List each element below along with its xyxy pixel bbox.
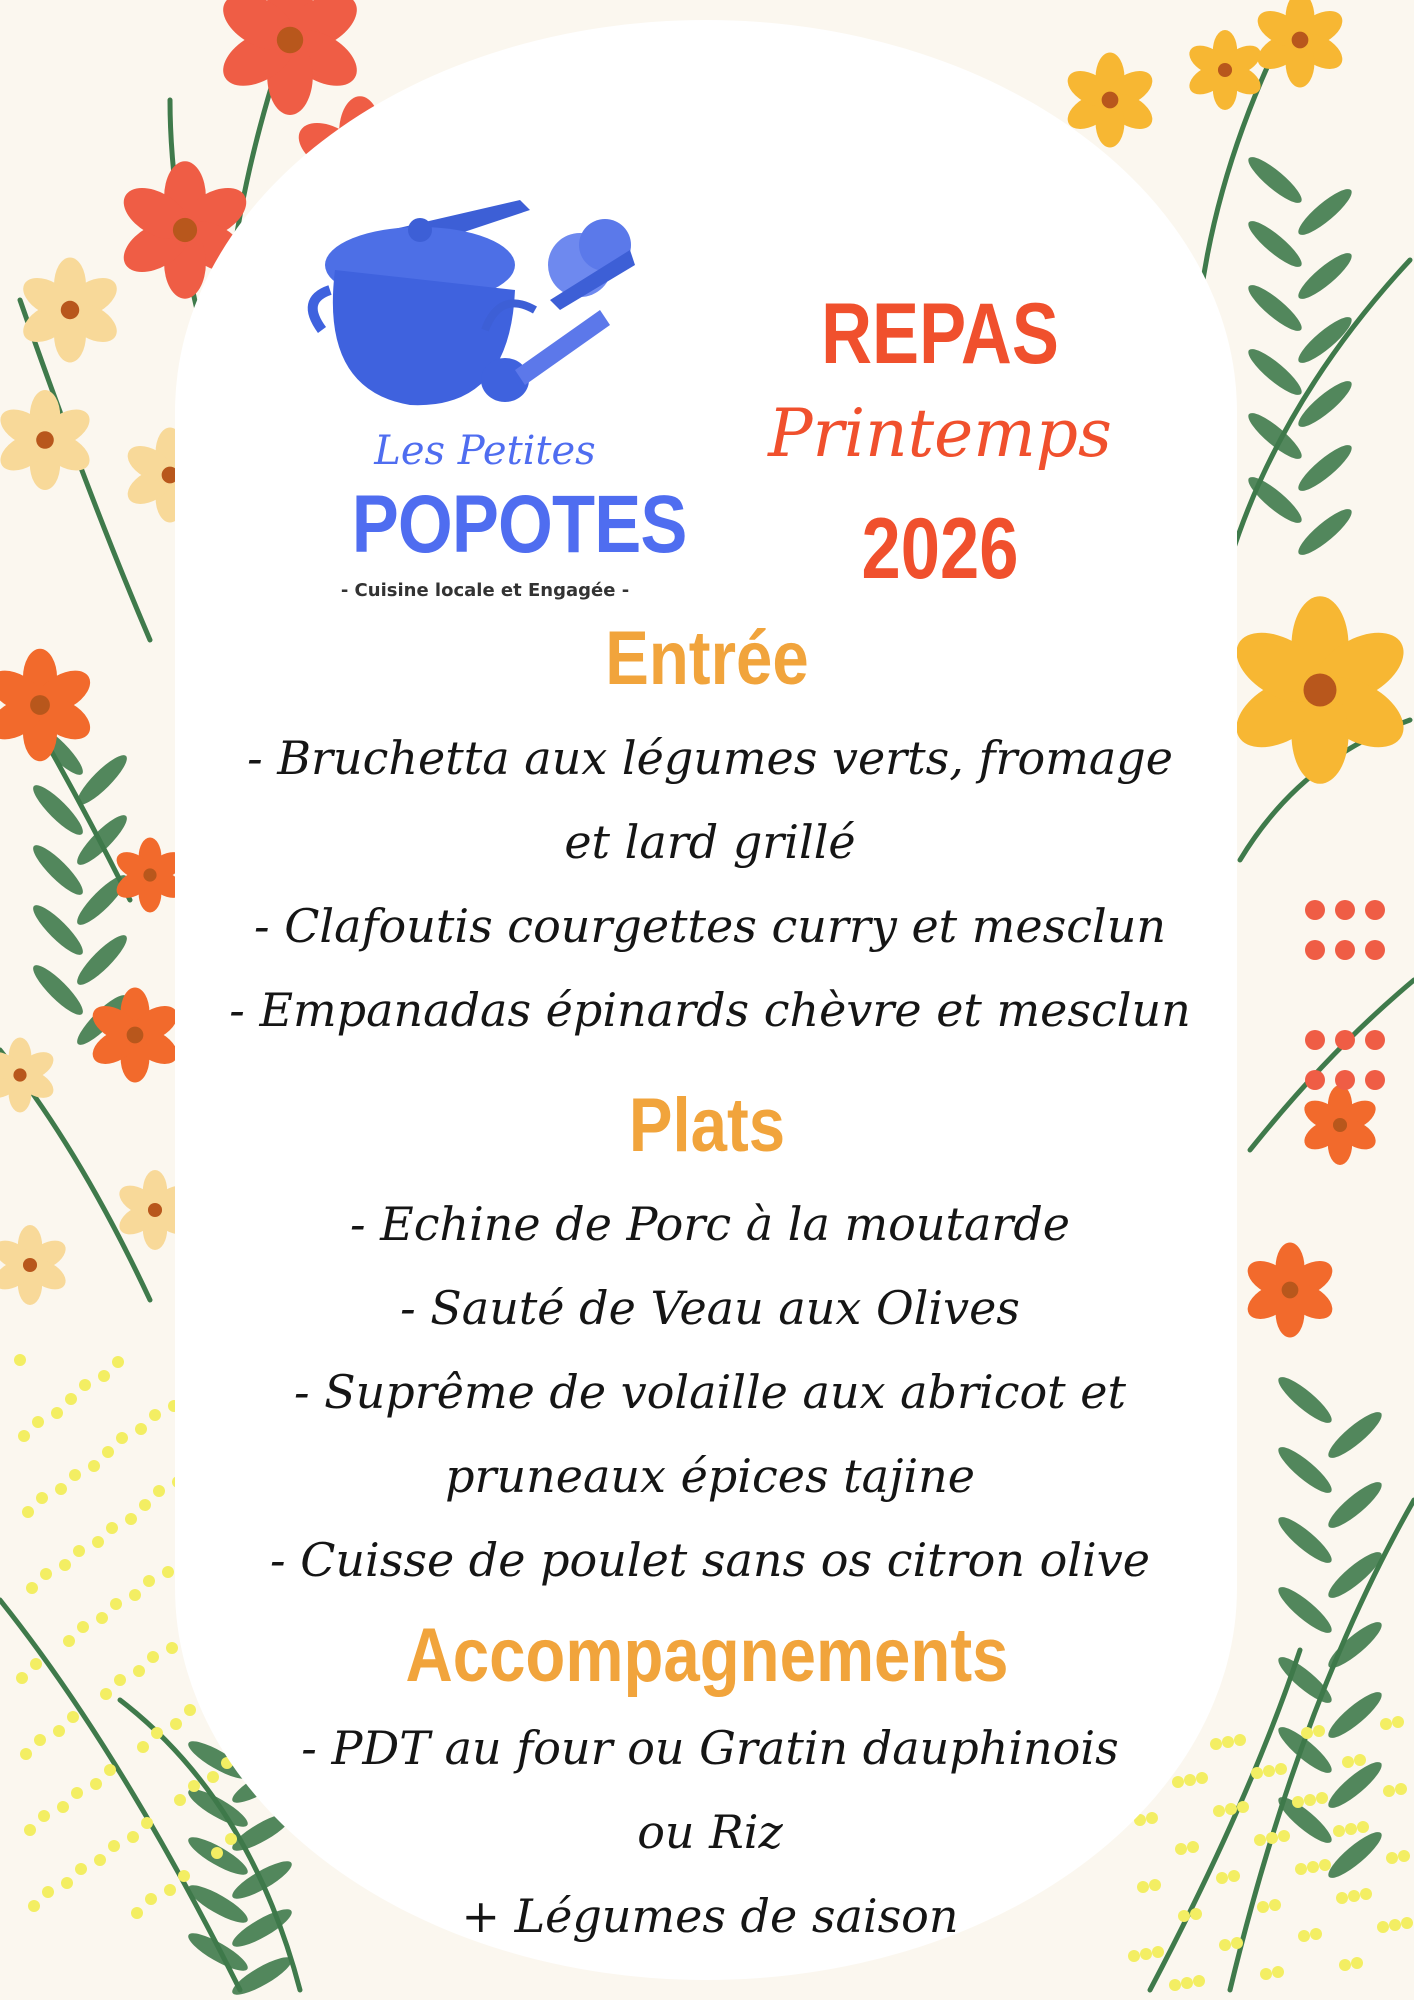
mimosa-dot — [174, 1794, 186, 1806]
mimosa-dot — [1339, 1959, 1351, 1971]
mimosa-dot — [1335, 940, 1355, 960]
mimosa-dot — [102, 1446, 114, 1458]
mimosa-dot — [14, 1354, 26, 1366]
mimosa-dot — [61, 1877, 73, 1889]
mimosa-dot — [188, 1780, 200, 1792]
list-item: - Cuisse de poulet sans os citron olive — [270, 1533, 1150, 1587]
mimosa-dot — [145, 1893, 157, 1905]
leaf — [1323, 1826, 1387, 1883]
mimosa-dot — [1304, 1794, 1316, 1806]
mimosa-dot — [1383, 1785, 1395, 1797]
leaf — [1243, 343, 1307, 400]
leaf — [1273, 1511, 1337, 1568]
orange-flower — [1242, 1243, 1339, 1338]
leaf — [1293, 503, 1357, 560]
list-item: + Légumes de saison — [461, 1889, 959, 1943]
mimosa-dot — [1305, 940, 1325, 960]
mimosa-dot — [75, 1863, 87, 1875]
list-item: - Clafoutis courgettes curry et mesclun — [254, 899, 1166, 953]
mimosa-dot — [106, 1522, 118, 1534]
mimosa-dot — [1333, 1825, 1345, 1837]
mimosa-dot — [1377, 1921, 1389, 1933]
daisy-flower — [17, 258, 124, 363]
section-list-accompagnements — [210, 1706, 1210, 1958]
section-heading-accompagnements: Accompagnements — [405, 1613, 1009, 1698]
mimosa-dot — [100, 1688, 112, 1700]
mimosa-dot — [141, 1817, 153, 1829]
mimosa-dot — [1216, 1872, 1228, 1884]
mimosa-dot — [170, 1718, 182, 1730]
leaf — [1243, 151, 1307, 208]
mimosa-dot — [18, 1430, 30, 1442]
mimosa-dot — [55, 1483, 67, 1495]
leaf — [1243, 407, 1307, 464]
mimosa-dot — [1231, 1937, 1243, 1949]
leaf — [72, 750, 133, 811]
mimosa-dot — [88, 1460, 100, 1472]
mimosa-dot — [67, 1711, 79, 1723]
brand-tagline: - Cuisine locale et Engagée - — [340, 580, 630, 601]
mimosa-dot — [1269, 1899, 1281, 1911]
leaf — [1243, 279, 1307, 336]
mimosa-dot — [94, 1854, 106, 1866]
mimosa-dot — [139, 1499, 151, 1511]
mimosa-dot — [133, 1665, 145, 1677]
mimosa-dot — [1278, 1830, 1290, 1842]
leaf — [72, 930, 133, 991]
mimosa-dot — [77, 1621, 89, 1633]
mimosa-dot — [153, 1485, 165, 1497]
mimosa-dot — [51, 1407, 63, 1419]
mimosa-dot — [1380, 1718, 1392, 1730]
mimosa-dot — [1228, 1870, 1240, 1882]
section-heading-plats: Plats — [628, 1083, 786, 1168]
mimosa-dot — [1351, 1957, 1363, 1969]
leaf — [1323, 1476, 1387, 1533]
leaf — [1243, 215, 1307, 272]
mimosa-dot — [116, 1432, 128, 1444]
leaf — [28, 960, 89, 1021]
mimosa-dot — [79, 1379, 91, 1391]
mimosa-dot — [20, 1748, 32, 1760]
section-list-entree — [210, 716, 1210, 1052]
list-item: - Suprême de volaille aux abricot et — [294, 1365, 1126, 1419]
menu-season: Printemps — [768, 395, 1112, 472]
mimosa-dot — [1365, 1070, 1385, 1090]
mimosa-dot — [1365, 940, 1385, 960]
leaf — [1323, 1756, 1387, 1813]
mimosa-dot — [131, 1907, 143, 1919]
list-item: - Empanadas épinards chèvre et mesclun — [229, 983, 1191, 1037]
list-item: - Echine de Porc à la moutarde — [349, 1197, 1071, 1251]
leaf — [28, 900, 89, 961]
red-flower — [214, 0, 367, 115]
mimosa-dot — [1210, 1738, 1222, 1750]
mimosa-dot — [53, 1725, 65, 1737]
mimosa-dot — [28, 1900, 40, 1912]
leaf — [28, 780, 89, 841]
mimosa-dot — [24, 1824, 36, 1836]
mimosa-dot — [1266, 1832, 1278, 1844]
mimosa-dot — [1295, 1863, 1307, 1875]
mimosa-dot — [1365, 1030, 1385, 1050]
mimosa-dot — [1395, 1783, 1407, 1795]
leaf — [1273, 1371, 1337, 1428]
mimosa-dot — [22, 1506, 34, 1518]
mimosa-dot — [127, 1831, 139, 1843]
mimosa-dot — [1257, 1901, 1269, 1913]
list-item: pruneaux épices tajine — [445, 1449, 975, 1503]
mimosa-dot — [1389, 1919, 1401, 1931]
mimosa-dot — [125, 1513, 137, 1525]
leaf — [1323, 1616, 1387, 1673]
mimosa-dot — [1237, 1801, 1249, 1813]
mimosa-dot — [1305, 1030, 1325, 1050]
mimosa-dot — [1345, 1823, 1357, 1835]
mimosa-dot — [16, 1672, 28, 1684]
mimosa-dot — [1398, 1850, 1410, 1862]
leaf — [1293, 183, 1357, 240]
mimosa-dot — [1260, 1968, 1272, 1980]
mimosa-dot — [1342, 1756, 1354, 1768]
mimosa-dot — [34, 1734, 46, 1746]
mimosa-dot — [178, 1870, 190, 1882]
leaf — [1273, 1441, 1337, 1498]
mimosa-dot — [147, 1651, 159, 1663]
mimosa-dot — [38, 1810, 50, 1822]
daisy-flower — [0, 1038, 58, 1113]
mimosa-dot — [129, 1589, 141, 1601]
mimosa-dot — [57, 1801, 69, 1813]
mimosa-dot — [164, 1884, 176, 1896]
mimosa-dot — [1365, 900, 1385, 920]
mimosa-dot — [1169, 1979, 1181, 1991]
leaf — [28, 840, 89, 901]
mimosa-dot — [65, 1393, 77, 1405]
list-item: - PDT au four ou Gratin dauphinois — [301, 1721, 1119, 1775]
mimosa-dot — [1316, 1792, 1328, 1804]
mimosa-dot — [1392, 1716, 1404, 1728]
mimosa-dot — [1310, 1928, 1322, 1940]
mimosa-dot — [1272, 1966, 1284, 1978]
mimosa-dot — [1335, 1070, 1355, 1090]
mimosa-dot — [1213, 1805, 1225, 1817]
mimosa-dot — [1354, 1754, 1366, 1766]
mimosa-dot — [30, 1658, 42, 1670]
mimosa-dot — [1275, 1763, 1287, 1775]
mimosa-dot — [1305, 1070, 1325, 1090]
mimosa-dot — [36, 1492, 48, 1504]
mimosa-dot — [59, 1559, 71, 1571]
mimosa-dot — [112, 1356, 124, 1368]
mimosa-dot — [96, 1612, 108, 1624]
mimosa-dot — [1307, 1861, 1319, 1873]
list-item: - Bruchetta aux légumes verts, fromage — [247, 731, 1173, 785]
list-item: ou Riz — [637, 1805, 783, 1859]
mimosa-dot — [1219, 1939, 1231, 1951]
mimosa-dot — [32, 1416, 44, 1428]
mimosa-dot — [151, 1727, 163, 1739]
mimosa-dot — [184, 1704, 196, 1716]
mimosa-dot — [1298, 1930, 1310, 1942]
menu-title: REPAS — [821, 286, 1059, 382]
section-heading-entree: Entrée — [605, 616, 809, 701]
list-item: et lard grillé — [564, 815, 856, 869]
mimosa-dot — [1225, 1803, 1237, 1815]
mimosa-dot — [1234, 1734, 1246, 1746]
mimosa-dot — [1222, 1736, 1234, 1748]
mimosa-dot — [104, 1764, 116, 1776]
mimosa-dot — [114, 1674, 126, 1686]
mimosa-dot — [1313, 1725, 1325, 1737]
leaf — [1323, 1406, 1387, 1463]
mimosa-dot — [1319, 1859, 1331, 1871]
leaf — [1273, 1581, 1337, 1638]
mimosa-dot — [1386, 1852, 1398, 1864]
leaf — [1293, 247, 1357, 304]
mimosa-dot — [143, 1575, 155, 1587]
mimosa-dot — [1335, 1030, 1355, 1050]
mimosa-dot — [1360, 1888, 1372, 1900]
orange-flower — [87, 988, 184, 1083]
mimosa-dot — [162, 1566, 174, 1578]
leaf — [1323, 1546, 1387, 1603]
mimosa-dot — [1193, 1975, 1205, 1987]
mimosa-dot — [1336, 1892, 1348, 1904]
mimosa-dot — [98, 1370, 110, 1382]
mimosa-dot — [1305, 900, 1325, 920]
brand-name: POPOTES — [351, 479, 687, 570]
daisy-flower — [0, 1225, 71, 1305]
list-item: - Sauté de Veau aux Olives — [400, 1281, 1020, 1335]
orange-flower — [0, 649, 97, 762]
leaf — [1323, 1686, 1387, 1743]
orange-flower — [1299, 1085, 1380, 1165]
leaf — [1293, 439, 1357, 496]
mimosa-dot — [40, 1568, 52, 1580]
mimosa-dot — [1292, 1796, 1304, 1808]
mimosa-dot — [92, 1536, 104, 1548]
leaf — [1293, 311, 1357, 368]
mimosa-dot — [1263, 1765, 1275, 1777]
mimosa-dot — [1301, 1727, 1313, 1739]
mimosa-dot — [1254, 1834, 1266, 1846]
brand-name-small: Les Petites — [374, 428, 596, 474]
mimosa-dot — [69, 1469, 81, 1481]
mimosa-dot — [73, 1545, 85, 1557]
mimosa-dot — [1401, 1917, 1413, 1929]
mimosa-dot — [1357, 1821, 1369, 1833]
mimosa-dot — [90, 1778, 102, 1790]
mimosa-dot — [137, 1741, 149, 1753]
mimosa-dot — [71, 1787, 83, 1799]
lily-flower — [1225, 596, 1414, 784]
mimosa-dot — [26, 1582, 38, 1594]
mimosa-dot — [63, 1635, 75, 1647]
mimosa-dot — [166, 1642, 178, 1654]
menu-year: 2026 — [861, 501, 1019, 597]
section-list-plats — [210, 1182, 1210, 1602]
mimosa-dot — [149, 1409, 161, 1421]
mimosa-dot — [1348, 1890, 1360, 1902]
mimosa-dot — [1251, 1767, 1263, 1779]
mimosa-dot — [1335, 900, 1355, 920]
mimosa-dot — [108, 1840, 120, 1852]
mimosa-dot — [110, 1598, 122, 1610]
mimosa-dot — [135, 1423, 147, 1435]
mimosa-dot — [42, 1886, 54, 1898]
mimosa-dot — [1181, 1977, 1193, 1989]
